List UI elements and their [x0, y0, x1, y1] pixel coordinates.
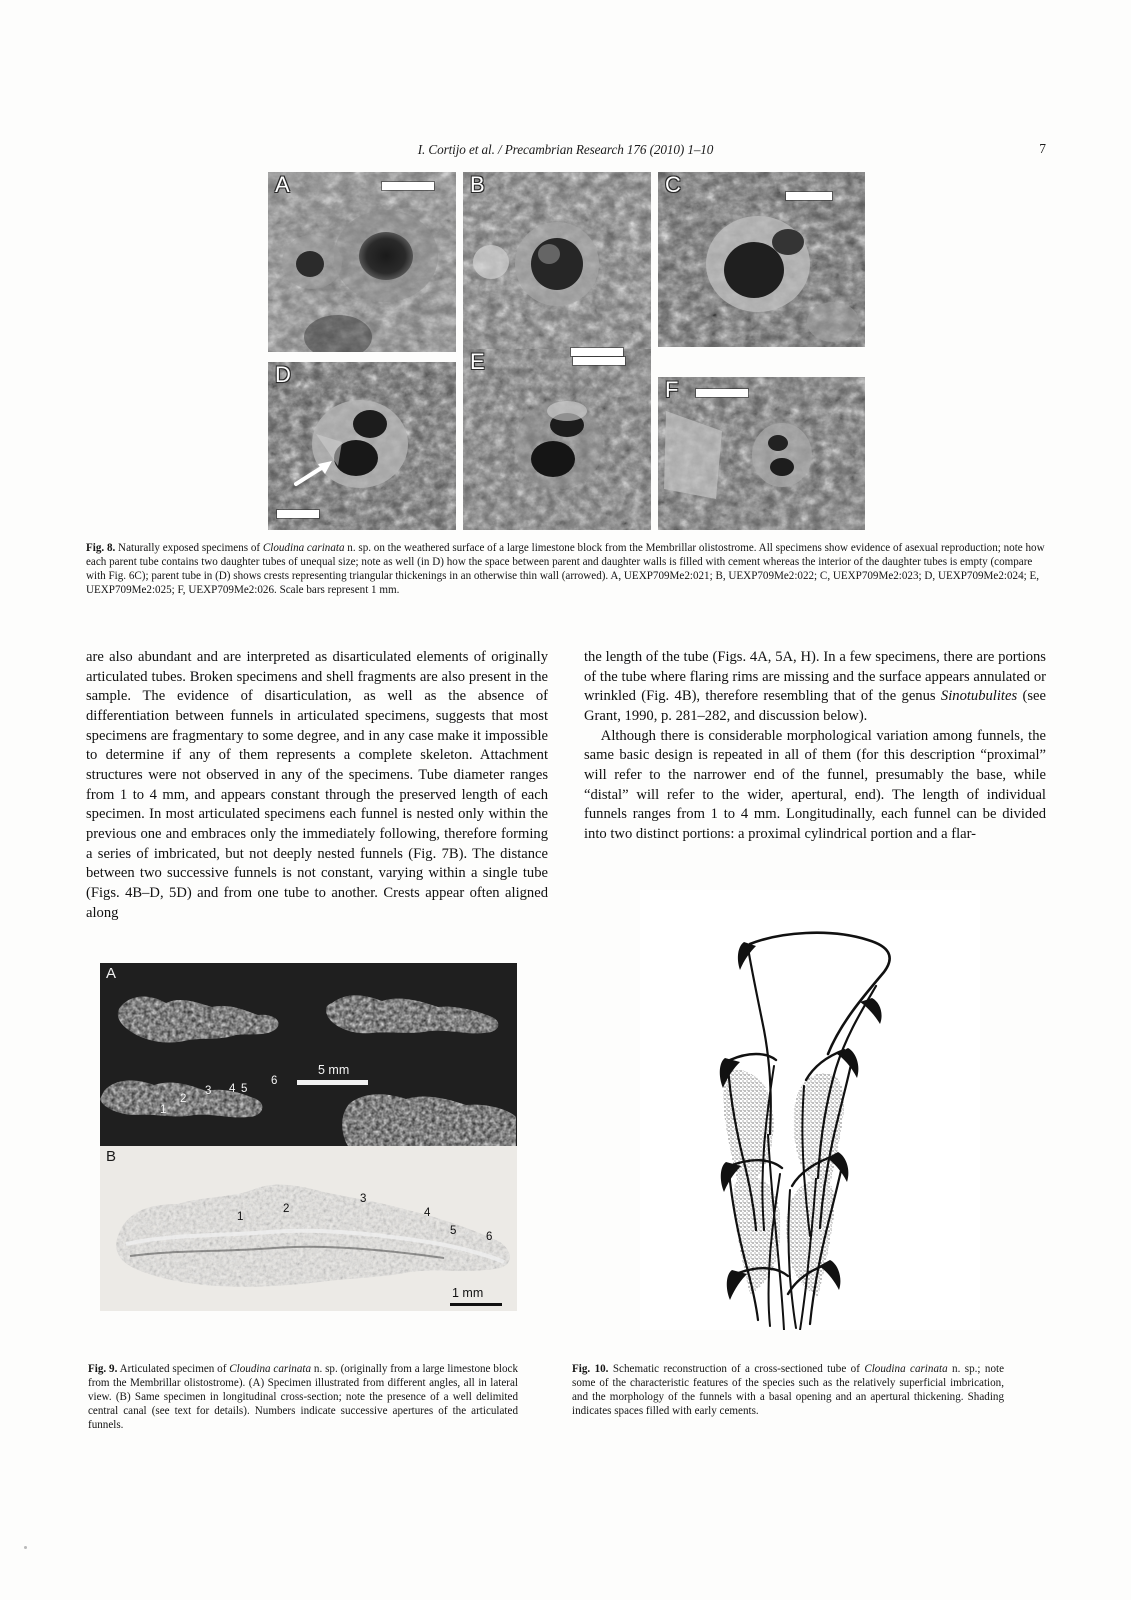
- panel-d-micrograph: [268, 362, 456, 530]
- scale-bar-b: [571, 348, 623, 356]
- figure-9-caption-part2: n. sp. (originally from a large limestone block from the Membrillar olistostrome). (A) Specimen illustrated from different angles, all in lateral view. (B) Same specimen in longitudinal cross-section; note the presence of a well delimited central canal (see text for details). Numbers indicate successive apertures of the articulated funnels.: [88, 1363, 518, 1432]
- figure-9-caption-part1: Articulated specimen of: [117, 1363, 230, 1375]
- figure-8-caption-part1: Naturally exposed specimens of: [115, 542, 263, 554]
- panel-label-b: B: [470, 172, 485, 197]
- figure-9-panel-a-scale-bar: [297, 1080, 368, 1085]
- figure-9-panel-a: [100, 963, 517, 1146]
- running-head-text: I. Cortijo et al. / Precambrian Research 176 (2010) 1–10: [417, 142, 714, 157]
- panel-b-micrograph: [463, 172, 651, 368]
- right-para1-text-a: the length of the tube (Figs. 4A, 5A, H). In a few specimens, there are portions of the tube where flaring rims are missing and the surface appears annulated or wrinkled (Fig. 4B), therefore resembling that of the genus: [584, 649, 1046, 705]
- aperture-number-a-4: 4: [229, 1083, 236, 1095]
- panel-label-c: C: [665, 172, 681, 197]
- right-column-paragraph-2: Although there is considerable morphological variation among funnels, the same basic design is repeated in all of them (for this description “proximal” will refer to the narrower end of the funnel, presumably the base, while “distal” will refer to the wider, apertural, end). The length of individual funnels ranges from 1 to 4 mm. Longitudinally, each funnel can be divided into two distinct portions: a proximal cylindrical portion and a flar-: [584, 727, 1046, 842]
- figure-9-caption: [88, 1362, 518, 1432]
- right-para1-genus: Sinotubulites: [940, 688, 1018, 705]
- figure-9-panel-a-label: A: [106, 965, 117, 982]
- scan-artifact-dot: [24, 1546, 27, 1549]
- figure-8-caption-species: Cloudina carinata: [262, 542, 345, 554]
- figure-8-caption-part2: n. sp. on the weathered surface of a large limestone block from the Membrillar olistostrome. All specimens show evidence of asexual reproduction; note how each parent tube contains two daughter tubes of unequal size; note as well (in D) how the space between parent and daughter walls is filled with cement whereas the interior of the daughter tubes is empty (compare with Fig. 6C); parent tube in (D) shows crests representing triangular thickenings in an otherwise thin wall (arrowed). A, UEXP709Me2:021; B, UEXP709Me2:022; C, UEXP709Me2:023; D, UEXP709Me2:024; E, UEXP709Me2:025; F, UEXP709Me2:026. Scale bars represent 1 mm.: [86, 542, 1045, 597]
- figure-9-image: [100, 963, 517, 1311]
- aperture-number-a-6: 6: [271, 1075, 278, 1087]
- left-column-paragraph: are also abundant and are interpreted as disarticulated elements of originally articulated tubes. Broken specimens and shell fragments are also present in the sample. The evidence of disarticulation, as well as the absence of differentiation between funnels in articulated specimens, suggests that most specimens are fragmentary to some degree, and in any case make it impossible to determine if any of them represents a complete skeleton. Attachment structures were not observed in any of the specimens. Tube diameter ranges from 1 to 4 mm, and appears constant through the preserved length of each specimen. In most articulated specimens each funnel is nested only within the previous one and embraces only the immediately following, therefore forming a series of imbricated, but not deeply nested funnels (Fig. 7B). The distance between two successive funnels is not constant, varying within a single tube (Figs. 4B–D, 5D) and from one tube to another. Crests appear often aligned along: [86, 649, 548, 921]
- panel-label-a: A: [275, 172, 290, 197]
- panel-a-specimens: [100, 963, 517, 1146]
- panel-label-f: F: [665, 377, 679, 402]
- body-column-left: [86, 648, 548, 923]
- body-column-right: [584, 648, 1046, 845]
- figure-8-panel-b: [463, 172, 651, 368]
- figure-9-panel-b: [100, 1146, 517, 1311]
- figure-9-panel-b-label: B: [106, 1148, 117, 1165]
- panel-e-micrograph: [463, 349, 651, 530]
- aperture-number-b-2: 2: [283, 1203, 290, 1215]
- aperture-number-b-1: 1: [237, 1211, 244, 1223]
- scale-bar-a: [382, 182, 434, 190]
- figure-9-panel-b-scale-bar: [450, 1303, 502, 1306]
- aperture-number-b-5: 5: [450, 1225, 457, 1237]
- page-number: 7: [1039, 141, 1046, 156]
- aperture-number-b-3: 3: [360, 1193, 367, 1205]
- figure-10-schematic-tube: [640, 890, 980, 1330]
- figure-10-caption-part2: n. sp.; note some of the characteristic features of the species such as the relatively superficial imbrication, and the morphology of the funnels with a basal opening and an apertural thickening. Shading indicates spaces filled with early cements.: [572, 1363, 1004, 1418]
- figure-8-caption-label: Fig. 8.: [86, 542, 116, 554]
- aperture-number-b-4: 4: [424, 1207, 431, 1219]
- figure-9-caption-species: Cloudina carinata: [229, 1363, 312, 1375]
- scale-bar-e: [573, 357, 625, 365]
- figure-10-caption-species: Cloudina carinata: [864, 1363, 948, 1375]
- figure-8-image: [268, 172, 865, 530]
- figure-9-panel-b-scale-label: 1 mm: [452, 1286, 484, 1300]
- figure-8-panel-d: [268, 362, 456, 530]
- figure-8-panel-f: [658, 377, 865, 530]
- right-column-paragraph-1: [584, 648, 1046, 727]
- panel-label-d: D: [275, 362, 291, 387]
- figure-10-caption-part1: Schematic reconstruction of a cross-sectioned tube of: [608, 1363, 865, 1375]
- figure-8-caption: [86, 541, 1046, 597]
- aperture-number-b-6: 6: [486, 1231, 493, 1243]
- panel-a-micrograph: [268, 172, 456, 352]
- figure-10-caption-label: Fig. 10.: [572, 1363, 609, 1375]
- right-para1-text-b: (see Grant, 1990, p. 281–282, and discussion below).: [584, 688, 1046, 724]
- figure-9-panel-a-scale-label: 5 mm: [318, 1063, 350, 1077]
- panel-label-e: E: [470, 349, 485, 374]
- running-head: [85, 142, 1046, 160]
- figure-8-panel-c: [658, 172, 865, 347]
- figure-10-image: [640, 890, 980, 1330]
- aperture-number-a-5: 5: [241, 1083, 248, 1095]
- panel-c-micrograph: [658, 172, 865, 347]
- crest-arrow-icon: [294, 454, 340, 488]
- figure-8-panel-a: [268, 172, 456, 352]
- scale-bar-c: [786, 192, 832, 200]
- figure-10-caption: [572, 1362, 1004, 1418]
- panel-f-micrograph: [658, 377, 865, 530]
- aperture-number-a-3: 3: [205, 1085, 212, 1097]
- figure-8-panel-e: [463, 349, 651, 530]
- aperture-number-a-2: 2: [180, 1093, 187, 1105]
- scale-bar-d: [277, 510, 319, 518]
- scale-bar-f: [696, 389, 748, 397]
- figure-9-caption-label: Fig. 9.: [88, 1363, 118, 1375]
- aperture-number-a-1: 1: [160, 1104, 167, 1116]
